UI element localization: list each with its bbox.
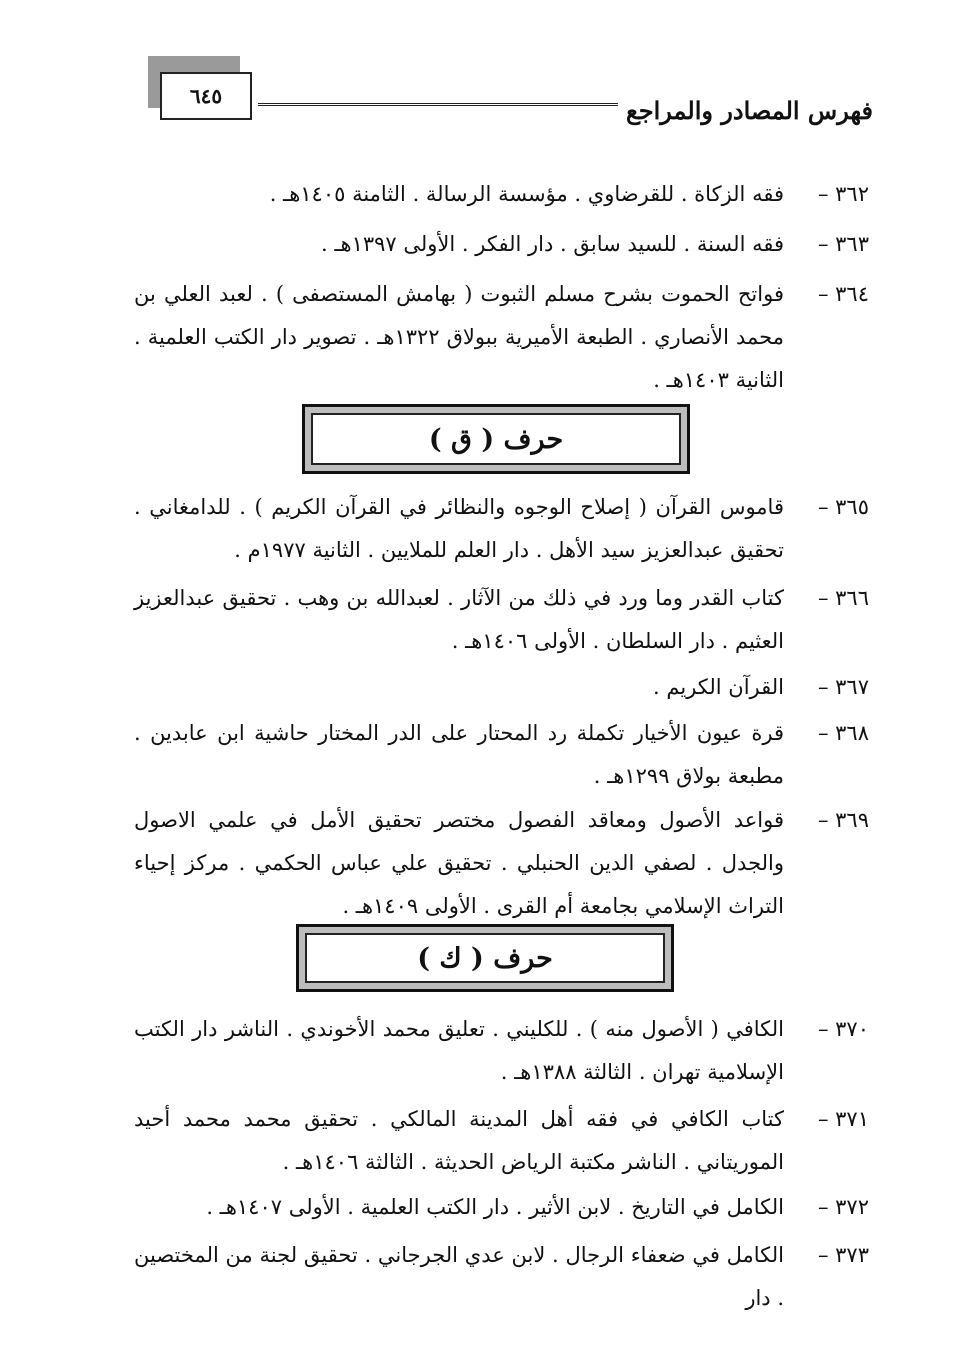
header-rule: [258, 103, 618, 106]
entry-number: ٣٧٠ –: [817, 1017, 869, 1041]
entry-text: الكامل في التاريخ . لابن الأثير . دار الكتب العلمية . الأولى ١٤٠٧هـ .: [206, 1195, 784, 1219]
entry-text: قرة عيون الأخيار تكملة رد المحتار على الدر المختار حاشية ابن عابدين . مطبعة بولاق ١٢٩٩هـ .: [134, 721, 784, 788]
entry-number: ٣٦٦ –: [817, 586, 869, 610]
bibliography-entry-362: [134, 173, 869, 216]
section-banner-qaf: [302, 404, 690, 474]
entry-number: ٣٦٢ –: [817, 182, 869, 206]
entry-number: ٣٧٣ –: [817, 1243, 869, 1267]
bibliography-entry-366: [134, 577, 869, 663]
entry-number: ٣٧١ –: [817, 1107, 869, 1131]
entry-text: الكافي ( الأصول منه ) . للكليني . تعليق محمد الأخوندي . الناشر دار الكتب الإسلامية تهران . الثالثة ١٣٨٨هـ .: [134, 1017, 784, 1084]
bibliography-entry-367: [134, 666, 869, 709]
entry-number: ٣٦٤ –: [817, 282, 869, 306]
page-number: ٦٤٥: [189, 84, 223, 108]
entry-number: ٣٦٧ –: [817, 675, 869, 699]
entry-number: ٣٦٣ –: [817, 232, 869, 256]
bibliography-entry-365: [134, 486, 869, 572]
section-banner-kaf: [296, 924, 674, 992]
entry-text: قاموس القرآن ( إصلاح الوجوه والنظائر في القرآن الكريم ) . للدامغاني . تحقيق عبدالعزيز سيد الأهل . دار العلم للملايين . الثانية ١٩٧٧م .: [134, 495, 784, 562]
entry-text: الكامل في ضعفاء الرجال . لابن عدي الجرجاني . تحقيق لجنة من المختصين . دار: [134, 1243, 784, 1310]
entry-text: فواتح الحموت بشرح مسلم الثبوت ( بهامش المستصفى ) . لعبد العلي بن محمد الأنصاري . الطبعة الأميرية ببولاق ١٣٢٢هـ . تصوير دار الكتب العلمية . الثانية ١٤٠٣هـ .: [134, 282, 784, 392]
section-banner-inner: [305, 933, 665, 983]
bibliography-entry-368: [134, 712, 869, 798]
entry-text: كتاب الكافي في فقه أهل المدينة المالكي . تحقيق محمد محمد أحيد الموريتاني . الناشر مكتبة الرياض الحديثة . الثالثة ١٤٠٦هـ .: [134, 1107, 784, 1174]
bibliography-entry-369: [134, 799, 869, 928]
entry-number: ٣٦٩ –: [817, 808, 869, 832]
page-header-title: فهرس المصادر والمراجع: [625, 96, 873, 125]
entry-text: القرآن الكريم .: [653, 675, 784, 699]
page-number-box: [160, 72, 252, 120]
section-label: حرف ( ق ): [428, 423, 564, 455]
section-label: حرف ( ك ): [417, 942, 553, 974]
bibliography-entry-364: [134, 273, 869, 402]
bibliography-entry-373: [134, 1234, 869, 1320]
entry-number: ٣٧٢ –: [817, 1195, 869, 1219]
entry-text: فقه الزكاة . للقرضاوي . مؤسسة الرسالة . الثامنة ١٤٠٥هـ .: [269, 182, 784, 206]
entry-text: كتاب القدر وما ورد في ذلك من الآثار . لعبدالله بن وهب . تحقيق عبدالعزيز العثيم . دار السلطان . الأولى ١٤٠٦هـ .: [134, 586, 784, 653]
bibliography-entry-371: [134, 1098, 869, 1184]
bibliography-entry-370: [134, 1008, 869, 1094]
entry-number: ٣٦٨ –: [817, 721, 869, 745]
entry-text: قواعد الأصول ومعاقد الفصول مختصر تحقيق الأمل في علمي الاصول والجدل . لصفي الدين الحنبلي . تحقيق علي عباس الحكمي . مركز إحياء التراث الإسلامي بجامعة أم القرى . الأولى ١٤٠٩هـ .: [134, 808, 784, 918]
bibliography-entry-372: [134, 1186, 869, 1229]
section-banner-inner: [311, 413, 681, 465]
bibliography-entry-363: [134, 223, 869, 266]
entry-number: ٣٦٥ –: [817, 495, 869, 519]
entry-text: فقه السنة . للسيد سابق . دار الفكر . الأولى ١٣٩٧هـ .: [321, 232, 784, 256]
